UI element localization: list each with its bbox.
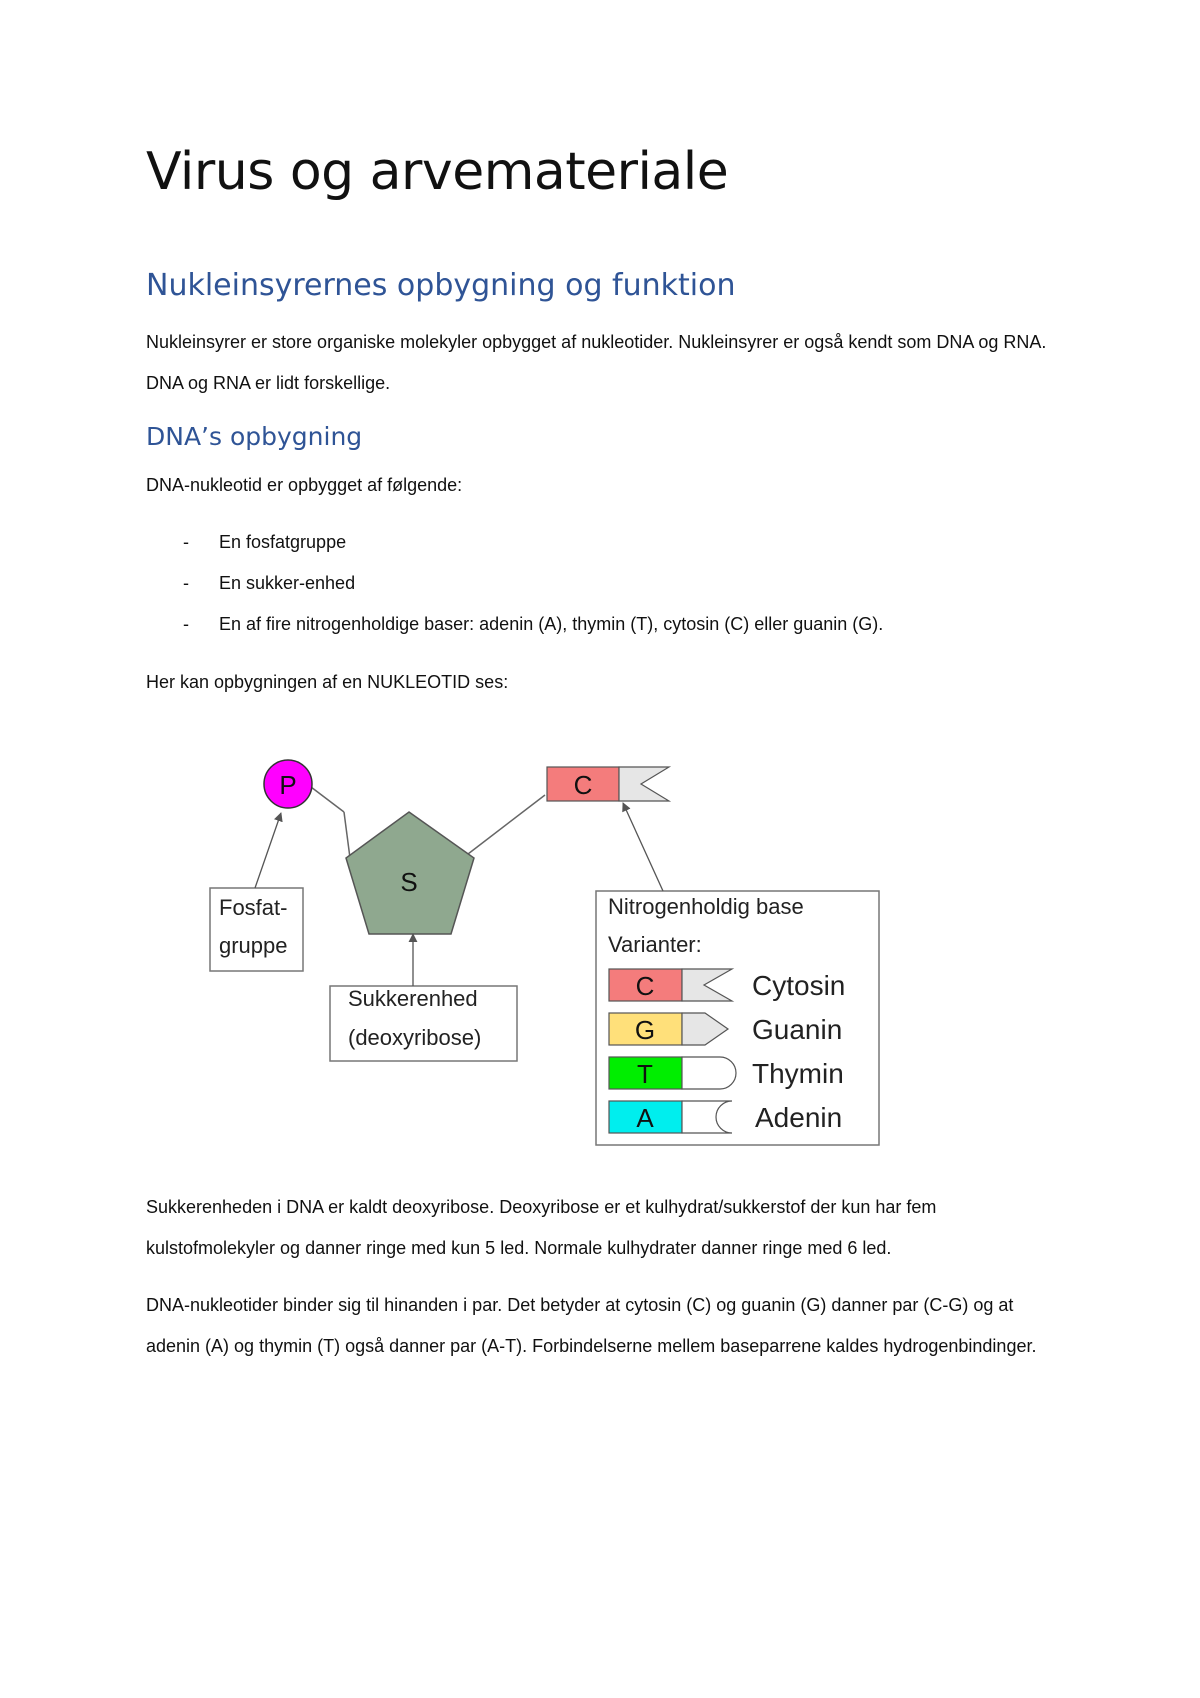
variant-name: Cytosin	[752, 970, 846, 1001]
variant-letter: G	[634, 1015, 656, 1045]
variants-label: Varianter:	[608, 932, 702, 957]
list-marker: -	[183, 573, 189, 593]
section-heading-nucleic-acids: Nukleinsyrernes opbygning og funktion	[146, 268, 736, 303]
variant-letter: A	[636, 1103, 654, 1133]
base-letter: C	[573, 770, 593, 800]
thymin-shape	[682, 1057, 736, 1089]
section-heading-dna-structure: DNA’s opbygning	[146, 422, 363, 451]
base-legend-title: Nitrogenholdig base	[608, 894, 804, 919]
variant-row-thymin	[609, 1057, 844, 1089]
list-item-text: En sukker-enhed	[219, 573, 356, 593]
deoxyribose-paragraph: Sukkerenheden i DNA er kaldt deoxyribose. Deoxyribose er et kulhydrat/sukkerstof der kun har fem kulstofmolekyler og danner ringe med kun 5 led. Normale kulhydrater danner ringe med 6 led.	[146, 1197, 937, 1258]
list-item-text: En af fire nitrogenholdige baser: adenin (A), thymin (T), cytosin (C) eller guanin (G).	[219, 614, 884, 634]
variant-name: Guanin	[752, 1014, 843, 1045]
cytosin-shape	[619, 767, 669, 801]
variant-name: Adenin	[755, 1102, 843, 1133]
sugar-label-line2: (deoxyribose)	[348, 1025, 482, 1050]
phosphate-label-line1: Fosfat-	[219, 895, 288, 920]
phosphate-sugar-bond	[311, 787, 344, 812]
phosphate-arrow	[255, 813, 281, 888]
base-pairing-paragraph: DNA-nukleotider binder sig til hinanden i par. Det betyder at cytosin (C) og guanin (G) danner par (C-G) og at adenin (A) og thymin (T) også danner par (A-T). Forbindelserne mellem baseparrene kaldes hydrogenbindinger.	[146, 1295, 1037, 1356]
list-item-text: En fosfatgruppe	[219, 532, 347, 552]
figure-intro-paragraph: Her kan opbygningen af en NUKLEOTID ses:	[146, 672, 509, 692]
base-arrow	[623, 803, 663, 891]
variant-letter: C	[635, 971, 655, 1001]
list-marker: -	[183, 614, 189, 634]
phosphate-label-line2: gruppe	[219, 933, 288, 958]
nucleic-acids-paragraph: Nukleinsyrer er store organiske molekyler opbygget af nukleotider. Nukleinsyrer er også kendt som DNA og RNA. DNA og RNA er lidt forskellige.	[146, 332, 1047, 393]
document-title: Virus og arvemateriale	[146, 142, 729, 202]
variant-letter: T	[637, 1059, 653, 1089]
phosphate-letter: P	[279, 770, 297, 800]
variant-name: Thymin	[752, 1058, 844, 1089]
list-marker: -	[183, 532, 189, 552]
phosphate-sugar-bond	[344, 812, 350, 858]
sugar-base-bond	[468, 795, 545, 854]
sugar-label-line1: Sukkerenhed	[348, 986, 478, 1011]
sugar-letter: S	[400, 867, 418, 897]
dna-intro-paragraph: DNA-nukleotid er opbygget af følgende:	[146, 475, 463, 495]
